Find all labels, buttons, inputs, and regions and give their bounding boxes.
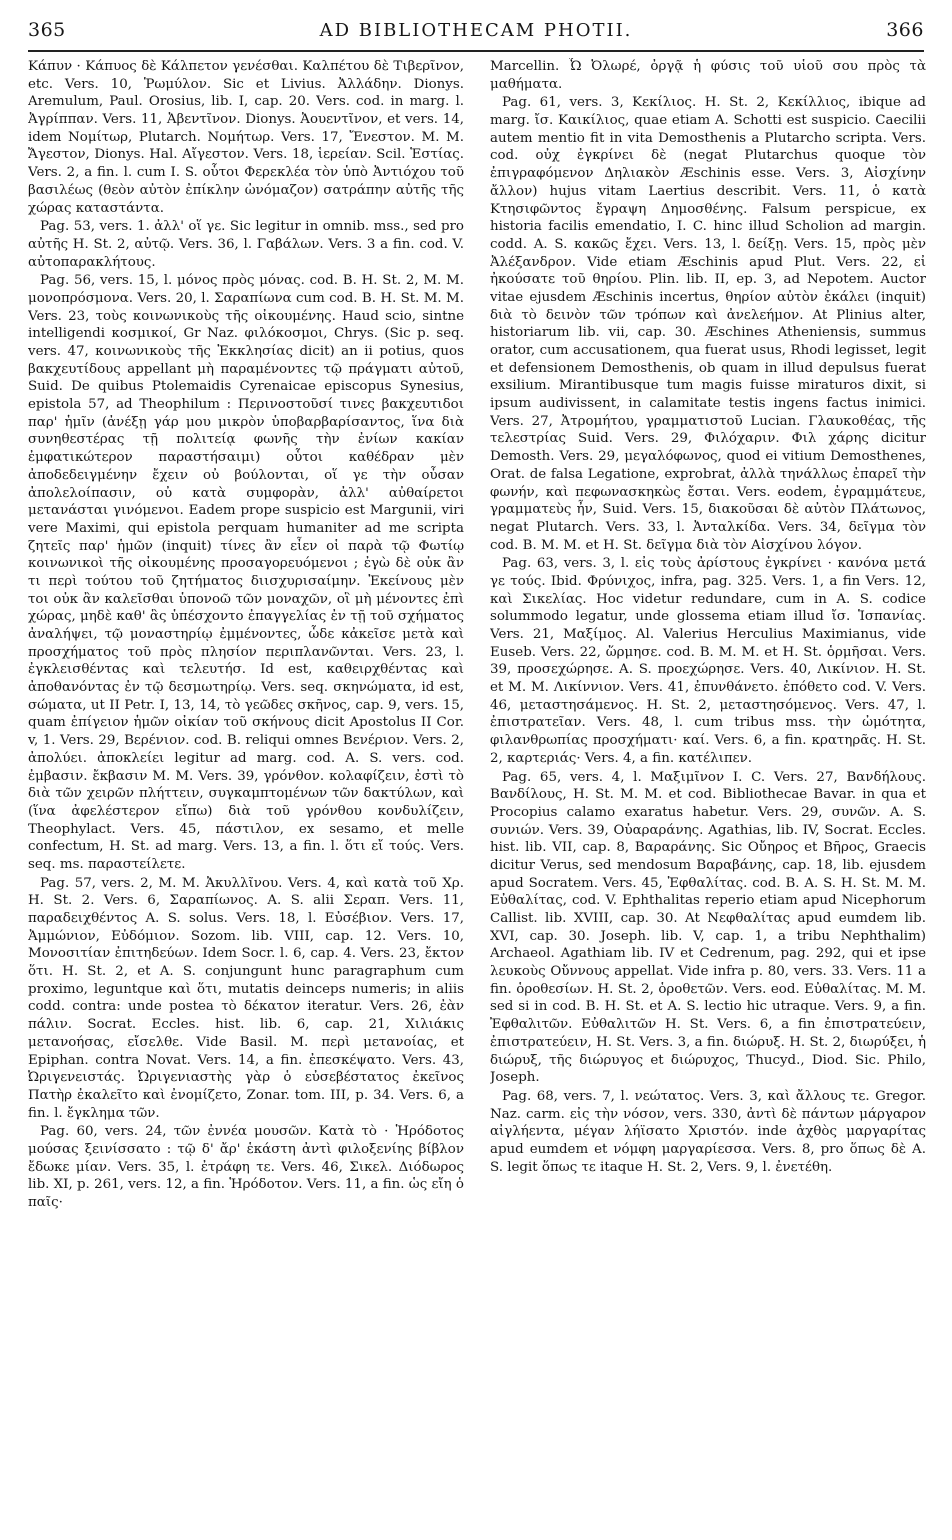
paragraph: Pag. 61, vers. 3, Κεκίλιος. H. St. 2, Κεκίλλιος, ibique ad marg. ἴσ. Καικίλιος, quae etiam A. Schotti est suspicio. Caecilii autem mentio fit in vita Demosthenis a Plutarcho scripta. Vers. cod. οὐχ ἐγκρίνει δὲ (negat Plutarchus quoque τὸν ἐπιγραφόμενον Δηλιακὸν Æschinis esse. Vers. 3, Αἰσχίνην ἄλλον) hujus vitam Laertius describit. Vers. 11, ὁ κατὰ Κτησιφῶντος ἔγραψη Δημοσθένης. Falsum perspicue, ex historia facilis emendatio, I. C. hinc illud Scholion ad margin. codd. A. S. κακῶς ἔχει. Vers. 13, l. δείξῃ. Vers. 15, πρὸς μὲν Ἀλέξανδρον. Vide etiam Æschinis apud Plut. Vers. 22, εἰ ἠκούσατε τοῦ θηρίου. Plin. lib. II, ep. 3, ad Nepotem. Auctor vitae ejusdem Æschinis incertus, θηρίον αὐτὸν ἐκάλει (inquit) διὰ τὸ δεινὸν τῶν τρόπων καὶ ἀνελεήμον. At Plinius alter, historiarum lib. vii, cap. 30. Æschines Atheniensis, summus orator, cum accusationem, qua fuerat usus, Rhodi legisset, legit et defensionem Demosthenis, ob quam in illud depulsus fuerat exsilium. Mirantibusque tum magis fuisse miraturos dixit, si ipsum audivissent, in calamitate testis ingens factus inimici. Vers. 27, Ἀτρομήτου, γραμματιστοῦ Lucian. Γλαυκοθέας, τῆς τελεστρίας Suid. Vers. 29, Φιλόχαριν. Φιλ χάρης dicitur Demosth. Vers. 29, μεγαλόφωνος, quod ei vitium Demosthenes, Orat. de falsa Legatione, exprobrat, ἀλλὰ τηνάλλως ἐπαρεῖ τὴν φωνήν, καὶ πεφωνασκηκὼς ἔσται. Vers. eodem, ἐγραμμάτευε, γραμματεὺς ἦν, Suid. Vers. 15, διακοῦσαι δὲ αὐτὸν Πλάτωνος, negat Plutarch. Vers. 33, l. Ἀνταλκίδα. Vers. 34, δεῖγμα τὸν cod. B. M. M. et H. St. δεῖγμα διὰ τὸν Αἰσχίνου λόγον. bbox=[490, 95, 926, 553]
left-column bbox=[28, 58, 464, 1526]
running-header bbox=[28, 10, 924, 52]
right-page-number: 366 bbox=[886, 19, 924, 41]
paragraph: Marcellin. Ὦ Ὀλωρέ, ὀργᾷ ἡ φύσις τοῦ υἱοῦ σου πρὸς τὰ μαθήματα. bbox=[490, 59, 926, 92]
running-title: AD BIBLIOTHECAM PHOTII. bbox=[319, 19, 633, 41]
paragraph: Pag. 65, vers. 4, l. Μαξιμῖνον I. C. Vers. 27, Βανδήλους. Βανδίλους, H. St. M. M. et cod. Bibliothecae Bavar. in qua et Procopius calamo exaratus habetur. Vers. 29, συνῶν. A. S. συνιών. Vers. 39, Οὐαραράνης. Agathias, lib. IV, Socrat. Eccles. hist. lib. VII, cap. 8, Βαραράνης. Sic Οὔηρος et Βῆρος, Graecis dicitur Verus, sed mendosum Βαραβάνης, cap. 18, lib. ejusdem apud Socratem. Vers. 45, Ἐφθαλίτας. cod. B. A. S. H. St. M. M. Εὐθαλίτας, cod. V. Ephthalitas reperio etiam apud Nicephorum Callist. lib. XVIII, cap. 30. At Νεφθαλίτας apud eumdem lib. XVI, cap. 30. Joseph. lib. V, cap. 1, a tribu Nephthalim) Archaeol. Agathiam lib. IV et Cedrenum, pag. 292, qui et ipse λευκοὺς Οὔννους appellat. Vide infra p. 80, vers. 33. Vers. 11 a fin. ὁροθεσίων. H. St. 2, ὁροθετῶν. Vers. eod. Εὐθαλίτας. M. M. sed si in cod. B. H. St. et A. S. lectio hic utraque. Vers. 9, a fin. Ἐφθαλιτῶν. Εὐθαλιτῶν H. St. Vers. 6, a fin ἐπιστρατεύειν, ἐπιστρατεύειν, H. St. Vers. 3, a fin. διώρυξ. H. St. 2, διωρύξει, ἡ διώρυξ, τῆς διώρυγος et διώρυχος, Thucyd., Diod. Sic. Philo, Joseph. bbox=[490, 769, 926, 1086]
paragraph: Pag. 57, vers. 2, M. M. Ἀκυλλῖνου. Vers. 4, καὶ κατὰ τοῦ Χρ. H. St. 2. Vers. 6, Σαραπίωνος. A. S. alii Σεραπ. Vers. 11, παραδειχθέντος A. S. solus. Vers. 18, l. Εὐσέβιον. Vers. 17, Ἀμμώνιον, Εὐδόμιον. Sozom. lib. VIII, cap. 12. Vers. 10, Μονοσιτίαν ἐπιτηδεύων. Idem Socr. l. 6, cap. 4. Vers. 23, ἔκτον ὅτι. H. St. 2, et A. S. conjungunt hunc paragraphum cum proximo, leguntque καὶ ὅτι, mutatis deinceps numeris; in aliis codd. contra: unde postea τὸ δέκατον iteratur. Vers. 26, ἐὰν πάλιν. Socrat. Eccles. hist. lib. 6, cap. 21, Χιλιάκις μετανοήσας, εἴσελθε. Vide Basil. M. περὶ μετανοίας, et Epiphan. contra Novat. Vers. 14, a fin. ἐπεσκέψατο. Vers. 43, Ὠριγενειστάς. Ὠριγενιαστὴς γὰρ ὁ εὐσεβέστατος ἐκεῖνος Πατὴρ ἐκαλεῖτο καὶ ἐνομίζετο, Zonar. tom. III, p. 34. Vers. 6, a fin. l. ἔγκλημα τῶν. bbox=[28, 875, 464, 1121]
left-page-number: 365 bbox=[28, 19, 66, 41]
right-column bbox=[490, 58, 926, 1526]
paragraph: Pag. 60, vers. 24, τῶν ἐννέα μουσῶν. Κατὰ τὸ · Ἡρόδοτος μούσας ξεινίσσατο : τῷ δ' ἄρ' ἑκάστη ἀντὶ φιλοξενίης βίβλον ἔδωκε μίαν. Vers. 35, l. ἐτράφη τε. Vers. 46, Σικελ. Διόδωρος lib. XI, p. 261, vers. 12, a fin. Ἡρόδοτον. Vers. 11, a fin. ὡς εἴη ὁ παῖς· bbox=[28, 1124, 464, 1210]
paragraph: Pag. 56, vers. 15, l. μόνος πρὸς μόνας. cod. B. H. St. 2, M. M. μονοπρόσμονα. Vers. 20, l. Σαραπίωνα cum cod. B. H. St. M. M. Vers. 23, τοὺς κοινωνικοὺς τῆς οἰκουμένης. Haud scio, sintne intelligendi κοσμικοί, Gr Naz. φιλόκοσμοι, Chrys. (Sic p. seq. vers. 47, κοινωνικοὺς τῆς Ἐκκλησίας dicit) an ii potius, quos βακχευτίδους appellant μὴ παραμένοντες τῷ πράγματι αὐτοῦ, Suid. De quibus Ptolemaidis Cyrenaicae episcopus Synesius, epistola 57, ad Theophilum : Περινοστοῦσί τινες βακχευτιδοι παρ' ἡμῖν (ἀνέξῃ γάρ μου μικρὸν ὑποβαρβαρίσαντος, ἵνα διὰ συνηθεστέρας τῇ πολιτείᾳ φωνῆς τὴν ἐνίων κακίαν ἐμφατικώτερον παραστήσαιμι) οὗτοι καθέδραν μὲν ἀποδεδειγμένην ἔχειν οὐ βούλονται, οἵ γε τὴν οὖσαν ἀπολελοίπασιν, οὐ κατὰ συμφορὰν, ἀλλ' αὐθαίρετοι μετανάσται γινόμενοι. Eadem prope suspicio est Margunii, viri vere Maximi, qui epistola perquam humaniter ad me scripta ζητεῖς παρ' ἡμῶν (inquit) τίνες ἂν εἶεν οἱ παρὰ τῷ Φωτίῳ κοινωνικοὶ τῆς οἰκουμένης προσαγορευόμενοι ; ἐγὼ δὲ οὐκ ἂν τι περὶ τούτου τοῦ ζητήματος διισχυρισαίμην. Ἐκείνους μὲν τοι οὐκ ἂν καλεῖσθαι ὑπονοῶ τῶν μοναχῶν, οἳ μὴ μένοντες ἐπὶ χώρας, μηδὲ καθ' ἃς ὑπέσχοντο ἐπαγγελίας ἐν τῇ τοῦ σχήματος ἀναλήψει, τῷ μοναστηρίῳ ἐμμένοντες, ὧδε κἀκεῖσε μετὰ καὶ προσχήματος τοῦ πρὸς πλησίον περιπλανῶνται. Vers. 23, l. ἐγκλεισθέντας καὶ τελευτήσ. Id est, καθειρχθέντας καὶ ἀποθανόντας ἐν τῷ δεσμωτηρίῳ. Vers. seq. σκηνώματα, id est, σώματα, ut II Petr. I, 13, 14, τὸ γεῶδες σκῆνος, cap. 9, vers. 15, quam ἐπίγειον ἡμῶν οἰκίαν τοῦ σκήνους dicit Apostolus II Cor. v, 1. Vers. 29, Βερένιον. cod. B. reliqui omnes Βενέριον. Vers. 2, ἀπολύει. ἀποκλείει legitur ad marg. cod. A. S. vers. cod. ἐμβασιν. ἔκβασιν M. M. Vers. 39, γρόνθον. κολαφίζειν, ἐστὶ τὸ διὰ τῶν χειρῶν πλήττειν, συγκαμπτομένων τῶν δακτύλων, καὶ (ἵνα ἀφελέστερον εἴπω) διὰ τοῦ γρόνθου κονδυλίζειν, Theophylact. Vers. 45, πάστιλον, ex sesamo, et melle confectum, H. St. ad marg. Vers. 13, a fin. l. ὅτι εἴ τούς. Vers. seq. ms. παραστείλετε. bbox=[28, 273, 464, 872]
paragraph: Pag. 63, vers. 3, l. εἰς τοὺς ἀρίστους ἐγκρίνει · κανόνα μετά γε τούς. Ibid. Φρύνιχος, infra, pag. 325. Vers. 1, a fin Vers. 12, καὶ Σικελίας. Hoc videtur redundare, cum in A. S. codice solummodo legatur, unde glossema etiam illud ἴσ. Ἱσπανίας. Vers. 21, Μαξίμος. Al. Valerius Herculius Maximianus, vide Euseb. Vers. 22, ὥρμησε. cod. B. M. M. et H. St. ὁρμῆσαι. Vers. 39, προσεχώρησε. A. S. προεχώρησε. Vers. 40, Λικίνιον. H. St. et M. M. Λικίννιον. Vers. 41, ἐπυνθάνετο. ἐπόθετο cod. V. Vers. 46, μεταστησάμενος. H. St. 2, μεταστησόμενος. Vers. 47, l. ἐπιστρατεῖαν. Vers. 48, l. cum tribus mss. τὴν ὠμότητα, φιλανθρωπίας προσχήματι· καί. Vers. 6, a fin. κρατηρᾶς. H. St. 2, καρτεριάς· Vers. 4, a fin. κατέλιπεν. bbox=[490, 556, 926, 766]
paragraph: Pag. 53, vers. 1. ἀλλ' οἵ γε. Sic legitur in omnib. mss., sed pro αὐτῆς H. St. 2, αὐτῷ. Vers. 36, l. Γαβάλων. Vers. 3 a fin. cod. V. αὐτοπαρακλήτους. bbox=[28, 219, 464, 270]
paragraph: Κάπυν · Κάπυος δὲ Κάλπετον γενέσθαι. Καλπέτου δὲ Τιβερῖνον, etc. Vers. 10, Ῥωμύλον. Sic et Livius. Ἀλλάδην. Dionys. Aremulum, Paul. Orosius, lib. I, cap. 20. Vers. cod. in marg. l. Ἀγρίππαν. Vers. 11, Ἀβεντῖνον. Dionys. Ἀουεντῖνον, et vers. 14, idem Νομίτωρ, Plutarch. Νομήτωρ. Vers. 17, Ἔνεστον. M. M. Ἄγεστον, Dionys. Hal. Αἴγεστον. Vers. 18, ἱερείαν. Scil. Ἑστίας. Vers. 2, a fin. l. cum I. S. οὗτοι Φερεκλέα τὸν ὑπὸ Ἀντιόχου τοῦ βασιλέως (θεὸν αὐτὸν ἐπίκλην ὠνόμαζον) σατράπην αὐτῆς τῆς χώρας καταστάντα. bbox=[28, 59, 464, 216]
paragraph: Pag. 68, vers. 7, l. νεώτατος. Vers. 3, καὶ ἄλλους τε. Gregor. Naz. carm. εἰς τὴν νόσον, vers. 330, ἀντὶ δὲ πάντων μάργαρον αἰγλήεντα, μέγαν λήϊσατο Χριστόν. inde ἀχθὸς μαργαρίτας apud eumdem et νόμφη μαργαρίεσσα. Vers. 8, pro ὅπως δὲ A. S. legit ὅπως τε itaque H. St. 2, Vers. 9, l. ἐνετέθη. bbox=[490, 1088, 926, 1175]
